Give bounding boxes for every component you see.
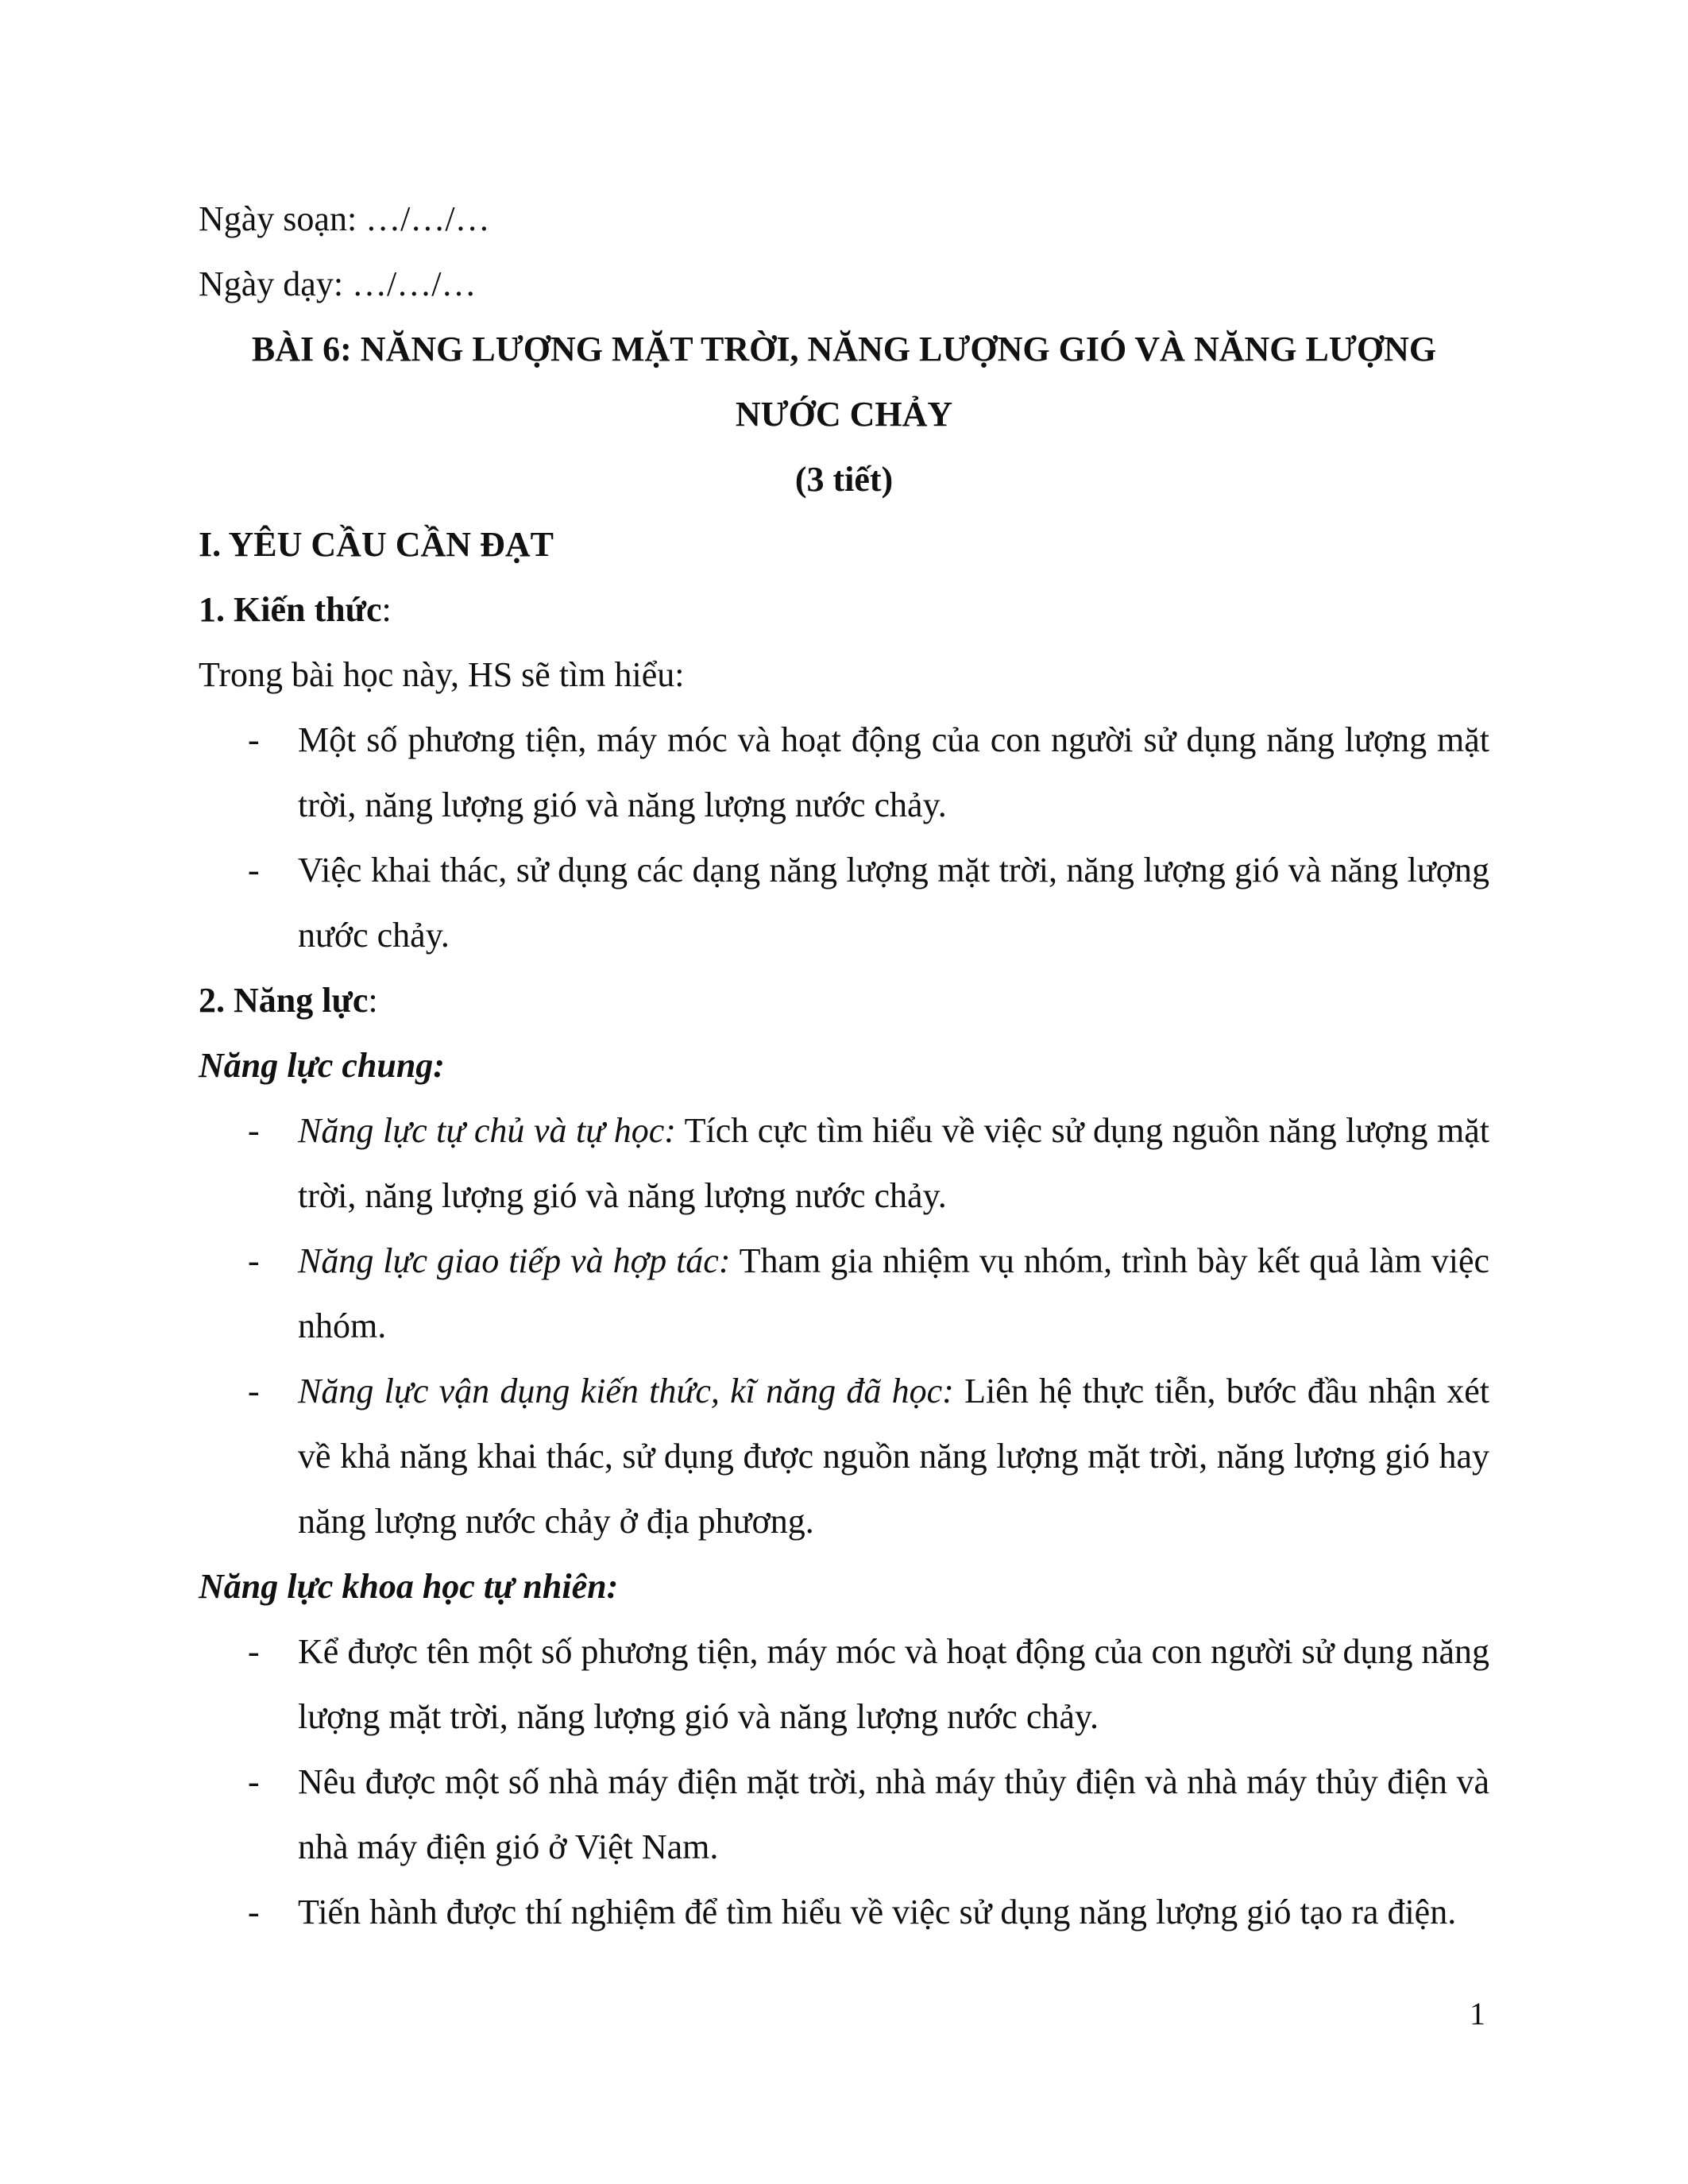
list-item xyxy=(199,1619,1489,1750)
knowledge-heading-text: 1. Kiến thức xyxy=(199,590,382,629)
list-item-text: Tiến hành được thí nghiệm để tìm hiểu về việc sử dụng năng lượng gió tạo ra điện. xyxy=(298,1893,1457,1931)
competence-heading-text: 2. Năng lực xyxy=(199,981,369,1020)
bullet-dash: - xyxy=(248,851,260,889)
list-item-text: Tham gia nhiệm vụ nhóm, trình bày kết quả làm việc nhóm. xyxy=(298,1241,1489,1345)
section-heading-requirements: I. YÊU CẦU CẦN ĐẠT xyxy=(199,525,554,564)
list-item xyxy=(199,1750,1489,1880)
list-item xyxy=(199,1229,1489,1359)
prep-date: Ngày soạn: …/…/… xyxy=(199,199,490,238)
list-item-text: Việc khai thác, sử dụng các dạng năng lượng mặt trời, năng lượng gió và năng lượng nước chảy. xyxy=(298,851,1489,955)
list-item xyxy=(199,1359,1489,1554)
knowledge-intro: Trong bài học này, HS sẽ tìm hiểu: xyxy=(199,655,685,694)
bullet-dash: - xyxy=(248,1372,260,1410)
list-item xyxy=(199,838,1489,968)
knowledge-heading-colon: : xyxy=(381,590,392,629)
knowledge-list xyxy=(199,708,1489,968)
page-number: 1 xyxy=(1470,1996,1485,2032)
science-competence-heading: Năng lực khoa học tự nhiên: xyxy=(199,1567,619,1606)
bullet-dash: - xyxy=(248,1762,260,1801)
list-item-label: Năng lực vận dụng kiến thức, kĩ năng đã học: xyxy=(298,1372,954,1410)
bullet-dash: - xyxy=(248,1632,260,1671)
general-competence-heading: Năng lực chung: xyxy=(199,1046,445,1085)
list-item-label: Năng lực giao tiếp và hợp tác: xyxy=(298,1241,731,1280)
list-item-text: Kể được tên một số phương tiện, máy móc và hoạt động của con người sử dụng năng lượng mặt trời, năng lượng gió và năng lượng nước chảy. xyxy=(298,1632,1489,1736)
list-item xyxy=(199,708,1489,838)
general-competence-list xyxy=(199,1098,1489,1554)
competence-heading-colon: : xyxy=(368,981,378,1020)
list-item-text: Tích cực tìm hiểu về việc sử dụng nguồn năng lượng mặt trời, năng lượng gió và năng lượng nước chảy. xyxy=(298,1111,1489,1215)
science-competence-list xyxy=(199,1619,1489,1945)
list-item-text: Nêu được một số nhà máy điện mặt trời, nhà máy thủy điện và nhà máy thủy điện và nhà máy điện gió ở Việt Nam. xyxy=(298,1762,1489,1866)
list-item xyxy=(199,1098,1489,1229)
bullet-dash: - xyxy=(248,720,260,759)
knowledge-heading xyxy=(199,577,1489,642)
competence-heading xyxy=(199,968,1489,1033)
list-item-label: Năng lực tự chủ và tự học: xyxy=(298,1111,676,1150)
bullet-dash: - xyxy=(248,1893,260,1931)
lesson-duration: (3 tiết) xyxy=(794,460,894,499)
lesson-title-line1: BÀI 6: NĂNG LƯỢNG MẶT TRỜI, NĂNG LƯỢNG GIÓ VÀ NĂNG LƯỢNG xyxy=(251,330,1437,369)
bullet-dash: - xyxy=(248,1241,260,1280)
bullet-dash: - xyxy=(248,1111,260,1150)
teach-date: Ngày dạy: …/…/… xyxy=(199,264,477,303)
lesson-title-line2: NƯỚC CHẢY xyxy=(735,395,953,434)
list-item xyxy=(199,1880,1489,1945)
document-page xyxy=(199,187,1489,1945)
list-item-text: Liên hệ thực tiễn, bước đầu nhận xét về khả năng khai thác, sử dụng được nguồn năng lượng mặt trời, năng lượng gió hay năng lượng nước chảy ở địa phương. xyxy=(298,1372,1489,1541)
list-item-text: Một số phương tiện, máy móc và hoạt động của con người sử dụng năng lượng mặt trời, năng lượng gió và năng lượng nước chảy. xyxy=(298,720,1489,824)
